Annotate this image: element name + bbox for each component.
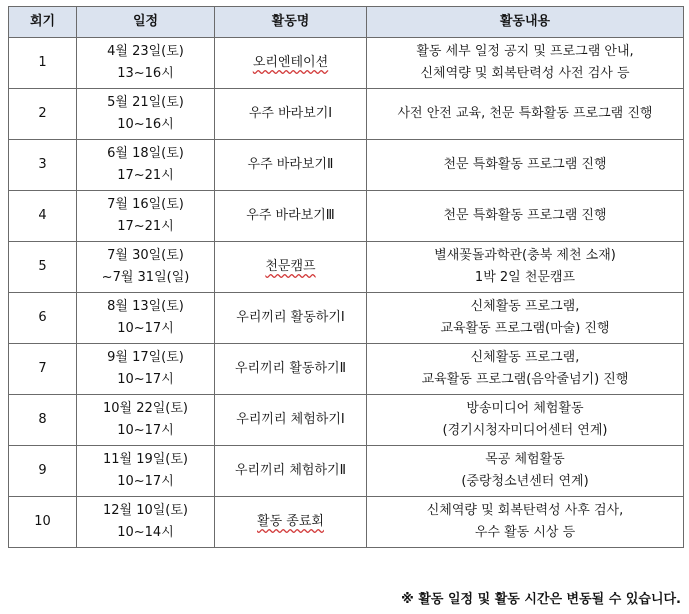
session-number: 3	[9, 140, 77, 191]
session-date	[77, 497, 215, 548]
session-date	[77, 191, 215, 242]
date-line: 10~16시	[117, 117, 174, 132]
date-line: 7월 16일(토)	[107, 197, 184, 212]
session-date	[77, 242, 215, 293]
table-row	[9, 395, 684, 446]
activity-name-text: 활동 종료회	[257, 514, 324, 529]
date-line: 13~16시	[117, 66, 174, 81]
session-date	[77, 344, 215, 395]
activity-name-text: 우주 바라보기Ⅲ	[246, 208, 335, 223]
table-row	[9, 140, 684, 191]
date-line: 8월 13일(토)	[107, 299, 184, 314]
activity-name	[215, 446, 367, 497]
activity-name-text: 우리끼리 활동하기Ⅰ	[236, 310, 345, 325]
schedule-table	[8, 6, 684, 548]
content-line: 활동 세부 일정 공지 및 프로그램 안내,	[416, 44, 634, 59]
activity-name-text: 우리끼리 체험하기Ⅱ	[235, 463, 346, 478]
activity-name-text: 우리끼리 활동하기Ⅱ	[235, 361, 346, 376]
date-line: 11월 19일(토)	[102, 452, 189, 467]
content-line: 1박 2일 천문캠프	[474, 270, 576, 285]
content-line: 사전 안전 교육, 천문 특화활동 프로그램 진행	[397, 106, 653, 121]
session-date	[77, 89, 215, 140]
table-body	[9, 38, 684, 548]
header-session: 회기	[9, 7, 77, 38]
session-number: 5	[9, 242, 77, 293]
table-row	[9, 344, 684, 395]
activity-name-text: 천문캠프	[265, 259, 316, 274]
content-line: 교육활동 프로그램(마술) 진행	[440, 321, 610, 336]
session-number: 2	[9, 89, 77, 140]
content-line: 신체역량 및 회복탄력성 사전 검사 등	[420, 66, 630, 81]
date-line: 10월 22일(토)	[102, 401, 189, 416]
date-line: 10~17시	[117, 474, 174, 489]
activity-name-text: 오리엔테이션	[252, 55, 329, 70]
activity-name	[215, 344, 367, 395]
content-line: 천문 특화활동 프로그램 진행	[443, 157, 607, 172]
date-line: 10~14시	[117, 525, 174, 540]
activity-content	[367, 38, 684, 89]
header-activity-content: 활동내용	[367, 7, 684, 38]
activity-content	[367, 395, 684, 446]
activity-name-text: 우주 바라보기Ⅱ	[247, 157, 334, 172]
date-line: 12월 10일(토)	[102, 503, 189, 518]
activity-name	[215, 191, 367, 242]
session-date	[77, 446, 215, 497]
date-line: 10~17시	[117, 372, 174, 387]
content-line: 신체역량 및 회복탄력성 사후 검사,	[426, 503, 624, 518]
activity-name	[215, 497, 367, 548]
header-row	[9, 7, 684, 38]
table-row	[9, 38, 684, 89]
activity-content	[367, 446, 684, 497]
table-row	[9, 191, 684, 242]
content-line: (경기시청자미디어센터 연계)	[442, 423, 608, 438]
activity-content	[367, 344, 684, 395]
activity-name	[215, 395, 367, 446]
activity-content	[367, 293, 684, 344]
schedule-note: ※ 활동 일정 및 활동 시간은 변동될 수 있습니다.	[401, 592, 681, 607]
header-activity-name: 활동명	[215, 7, 367, 38]
session-date	[77, 140, 215, 191]
activity-name-text: 우주 바라보기Ⅰ	[248, 106, 333, 121]
activity-content	[367, 242, 684, 293]
date-line: 10~17시	[117, 321, 174, 336]
activity-content	[367, 191, 684, 242]
session-date	[77, 293, 215, 344]
date-line: 7월 30일(토)	[107, 248, 184, 263]
activity-name	[215, 38, 367, 89]
header-date: 일정	[77, 7, 215, 38]
date-line: ~7월 31일(일)	[101, 270, 190, 285]
session-number: 10	[9, 497, 77, 548]
activity-name	[215, 89, 367, 140]
date-line: 4월 23일(토)	[107, 44, 184, 59]
session-number: 4	[9, 191, 77, 242]
session-number: 7	[9, 344, 77, 395]
activity-name-text: 우리끼리 체험하기Ⅰ	[236, 412, 345, 427]
content-line: 교육활동 프로그램(음악줄넘기) 진행	[421, 372, 629, 387]
activity-name	[215, 140, 367, 191]
content-line: 별새꽃돌과학관(충북 제천 소재)	[434, 248, 616, 263]
activity-name	[215, 242, 367, 293]
session-number: 8	[9, 395, 77, 446]
session-date	[77, 38, 215, 89]
activity-content	[367, 497, 684, 548]
session-number: 6	[9, 293, 77, 344]
date-line: 17~21시	[117, 219, 174, 234]
session-number: 1	[9, 38, 77, 89]
date-line: 10~17시	[117, 423, 174, 438]
content-line: 우수 활동 시상 등	[474, 525, 576, 540]
table-row	[9, 293, 684, 344]
activity-content	[367, 89, 684, 140]
content-line: 천문 특화활동 프로그램 진행	[443, 208, 607, 223]
content-line: 신체활동 프로그램,	[470, 350, 580, 365]
content-line: (중랑청소년센터 연계)	[461, 474, 589, 489]
content-line: 방송미디어 체험활동	[466, 401, 584, 416]
table-header	[9, 7, 684, 38]
content-line: 목공 체험활동	[485, 452, 565, 467]
date-line: 5월 21일(토)	[107, 95, 184, 110]
activity-name	[215, 293, 367, 344]
date-line: 6월 18일(토)	[107, 146, 184, 161]
content-line: 신체활동 프로그램,	[470, 299, 580, 314]
table-row	[9, 446, 684, 497]
date-line: 9월 17일(토)	[107, 350, 184, 365]
date-line: 17~21시	[117, 168, 174, 183]
table-row	[9, 242, 684, 293]
table-row	[9, 89, 684, 140]
session-date	[77, 395, 215, 446]
activity-content	[367, 140, 684, 191]
session-number: 9	[9, 446, 77, 497]
table-row	[9, 497, 684, 548]
